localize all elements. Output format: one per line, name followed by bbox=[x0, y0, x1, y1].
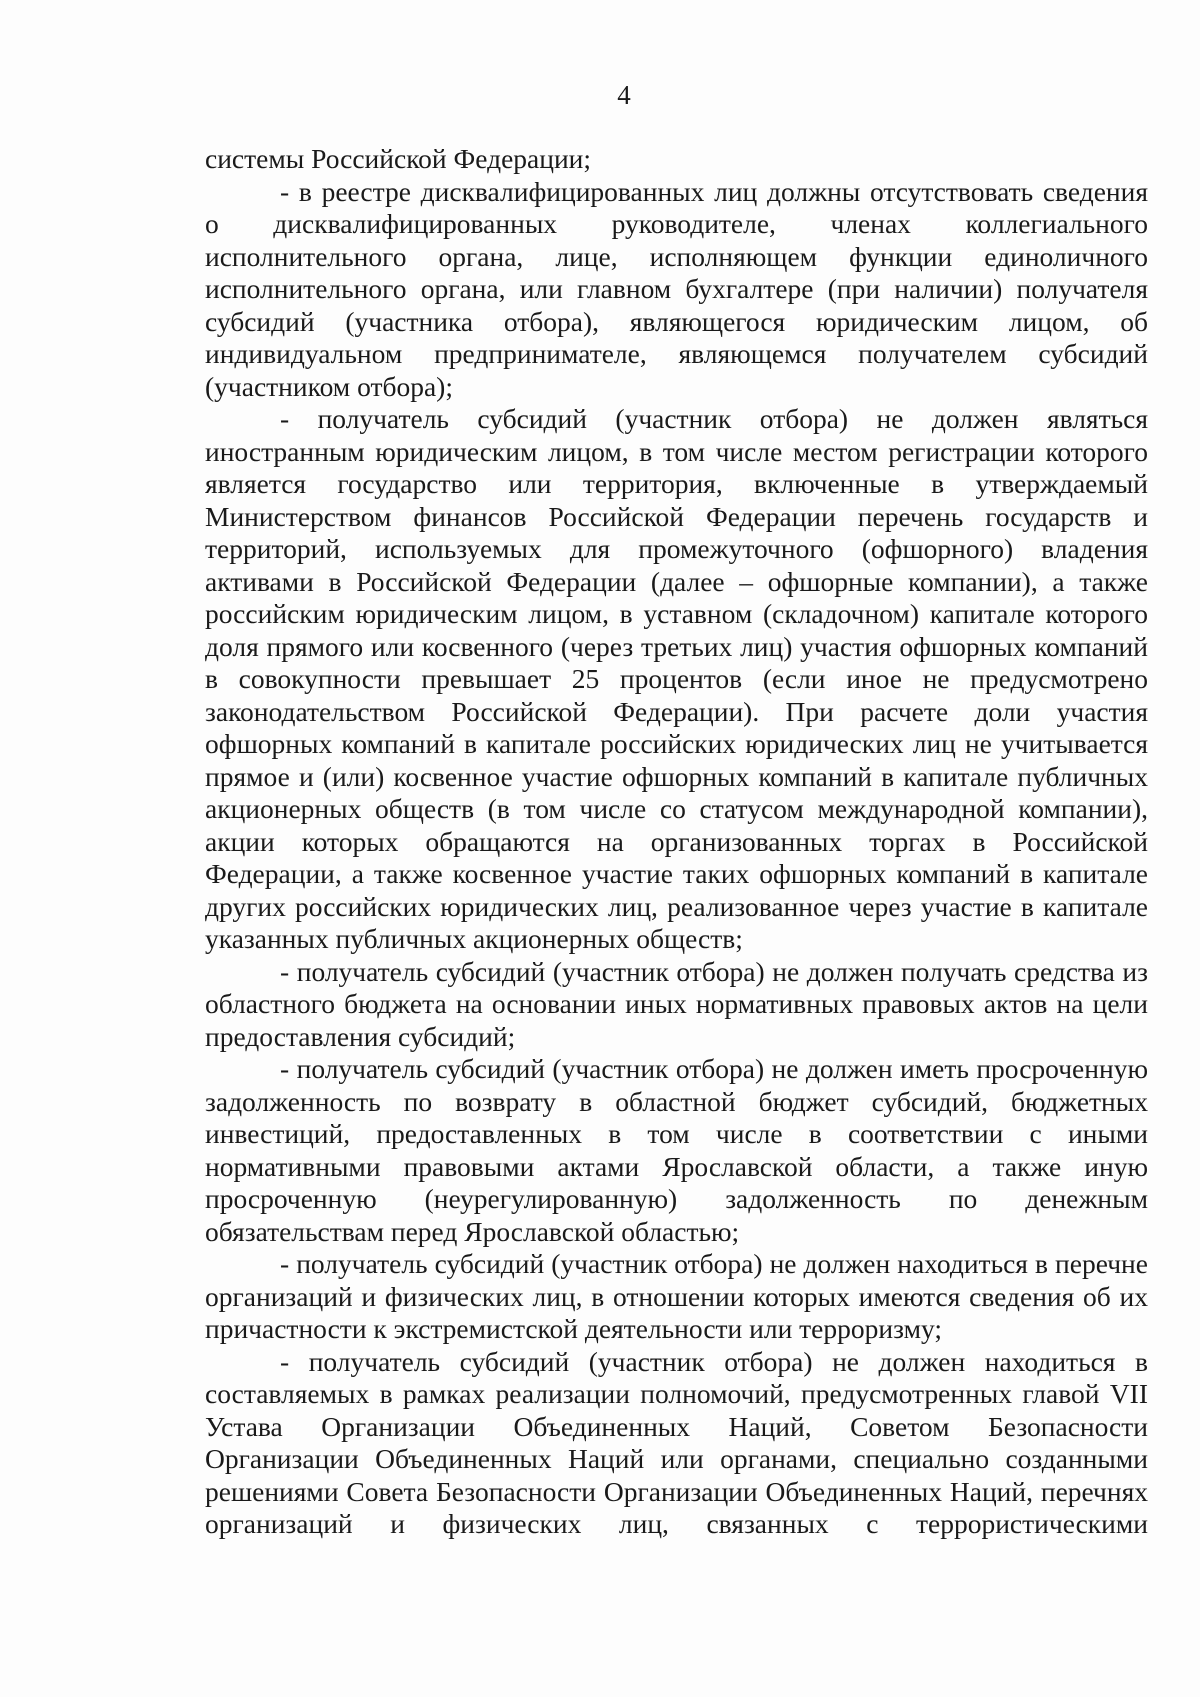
page-number: 4 bbox=[617, 80, 631, 110]
paragraph-extremism-list: - получатель субсидий (участник отбора) не должен находиться в перечне организаций и физических лиц, в отношении которых имеются сведения об их причастности к экстремистской деятельности или терроризму; bbox=[205, 1248, 1148, 1344]
document-body bbox=[205, 143, 1148, 1541]
paragraph-disqualified-persons: - в реестре дисквалифицированных лиц должны отсутствовать сведения о дисквалифицированных руководителе, членах коллегиального исполнительного органа, лице, исполняющем функции единоличного исполнительного органа, или главном бухгалтере (при наличии) получателя субсидий (участника отбора), являющегося юридическим лицом, об индивидуальном предпринимателе, являющемся получателем субсидий (участником отбора); bbox=[205, 175, 1148, 402]
paragraph-offshore-companies: - получатель субсидий (участник отбора) не должен являться иностранным юридическим лицом, в том числе местом регистрации которого является государство или территория, включенные в утверждаемый Министерством финансов Российской Федерации перечень государств и территорий, используемых для промежуточного (офшорного) владения активами в Российской Федерации (далее – офшорные компании), а также российским юридическим лицом, в уставном (складочном) капитале которого доля прямого или косвенного (через третьих лиц) участия офшорных компаний в совокупности превышает 25 процентов (если иное не предусмотрено законодательством Российской Федерации). При расчете доли участия офшорных компаний в капитале российских юридических лиц не учитывается прямое и (или) косвенное участие офшорных компаний в капитале публичных акционерных обществ (в том числе со статусом международной компании), акции которых обращаются на организованных торгах в Российской Федерации, а также косвенное участие таких офшорных компаний в капитале других российских юридических лиц, реализованное через участие в капитале указанных публичных акционерных обществ; bbox=[205, 403, 1148, 954]
paragraph-regional-budget-funds: - получатель субсидий (участник отбора) не должен получать средства из областного бюджета на основании иных нормативных правовых актов на цели предоставления субсидий; bbox=[205, 955, 1148, 1052]
paragraph-overdue-debt: - получатель субсидий (участник отбора) не должен иметь просроченную задолженность по возврату в областной бюджет субсидий, бюджетных инвестиций, предоставленных в том числе в соответствии с иными нормативными правовыми актами Ярославской области, а также иную просроченную (неурегулированную) задолженность по денежным обязательствам перед Ярославской областью; bbox=[205, 1053, 1148, 1247]
paragraph-continuation: системы Российской Федерации; bbox=[205, 143, 592, 174]
paragraph-un-sanctions-list: - получатель субсидий (участник отбора) не должен находиться в составляемых в рамках реализации полномочий, предусмотренных главой VII Устава Организации Объединенных Наций, Советом Безопасности Организации Объединенных Наций или органами, специально созданными решениями Совета Безопасности Организации Объединенных Наций, перечнях организаций и физических лиц, связанных с террористическими bbox=[205, 1345, 1148, 1539]
